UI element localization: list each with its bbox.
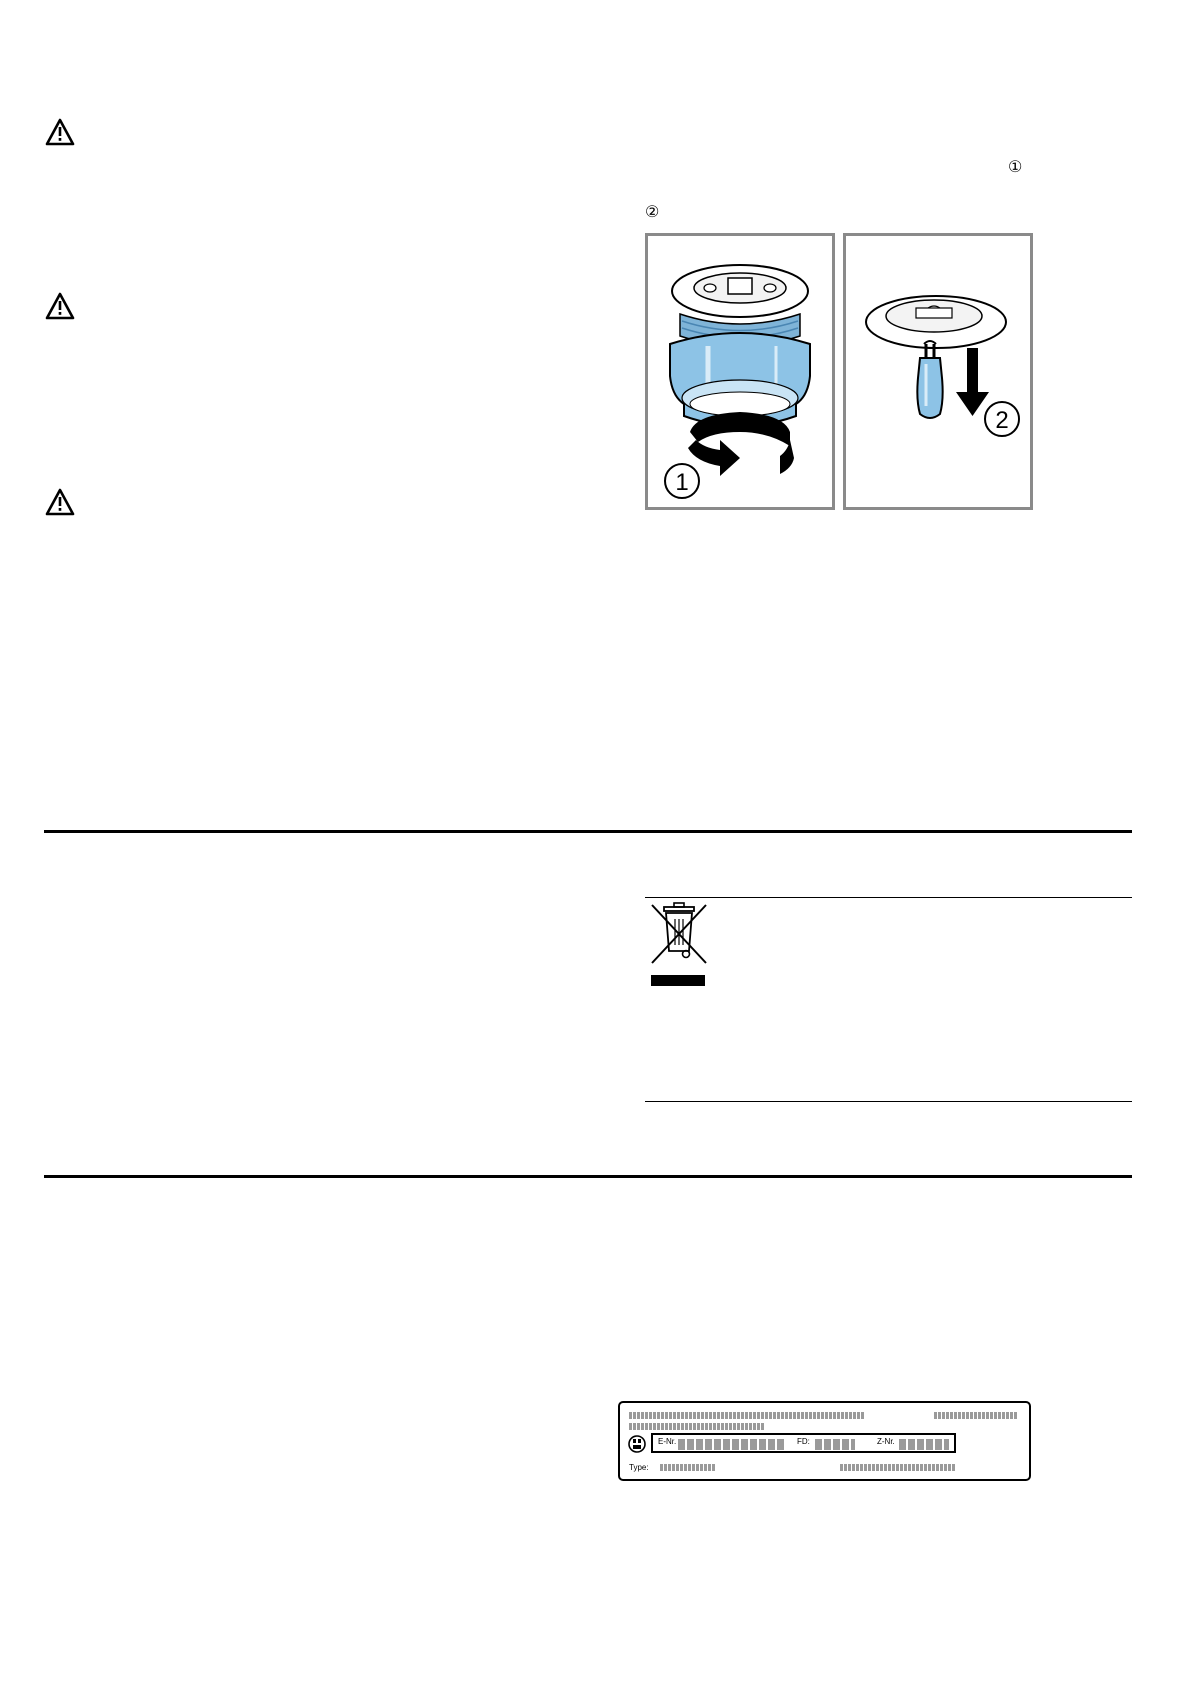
step-1-marker: ① bbox=[1008, 159, 1023, 176]
enr-placeholder bbox=[678, 1439, 786, 1450]
fd-placeholder bbox=[815, 1439, 855, 1450]
znr-label: Z-Nr. bbox=[877, 1437, 895, 1446]
section-divider bbox=[44, 1175, 1132, 1178]
disposal-box-top-rule bbox=[645, 897, 1132, 898]
enr-label: E-Nr. bbox=[658, 1437, 677, 1446]
rating-plate-placeholder bbox=[629, 1412, 865, 1419]
disposal-box-bottom-rule bbox=[645, 1101, 1132, 1102]
rating-plate-placeholder bbox=[629, 1423, 765, 1430]
illustration-step-1 bbox=[645, 233, 835, 510]
rating-plate-placeholder bbox=[840, 1464, 956, 1471]
step-2-label: 2 bbox=[995, 407, 1009, 434]
fd-label: FD: bbox=[797, 1437, 810, 1446]
type-placeholder bbox=[660, 1464, 716, 1471]
lamp-cover-illustration bbox=[648, 236, 832, 507]
warning-icon bbox=[45, 118, 75, 146]
bulb-removal-illustration bbox=[846, 236, 1030, 507]
znr-placeholder bbox=[899, 1439, 949, 1450]
step-2-marker: ② bbox=[645, 204, 660, 221]
step-1-label: 1 bbox=[675, 469, 689, 496]
crossed-out-bin-icon bbox=[648, 901, 710, 989]
warning-icon bbox=[45, 488, 75, 516]
illustration-step-2 bbox=[843, 233, 1033, 510]
rating-plate-illustration bbox=[618, 1401, 1031, 1481]
type-label: Type: bbox=[629, 1463, 649, 1472]
rating-plate-number-box bbox=[651, 1433, 956, 1453]
rating-plate-placeholder bbox=[934, 1412, 1018, 1419]
warning-icon bbox=[45, 292, 75, 320]
certification-mark-icon bbox=[628, 1435, 646, 1453]
section-divider bbox=[44, 830, 1132, 833]
